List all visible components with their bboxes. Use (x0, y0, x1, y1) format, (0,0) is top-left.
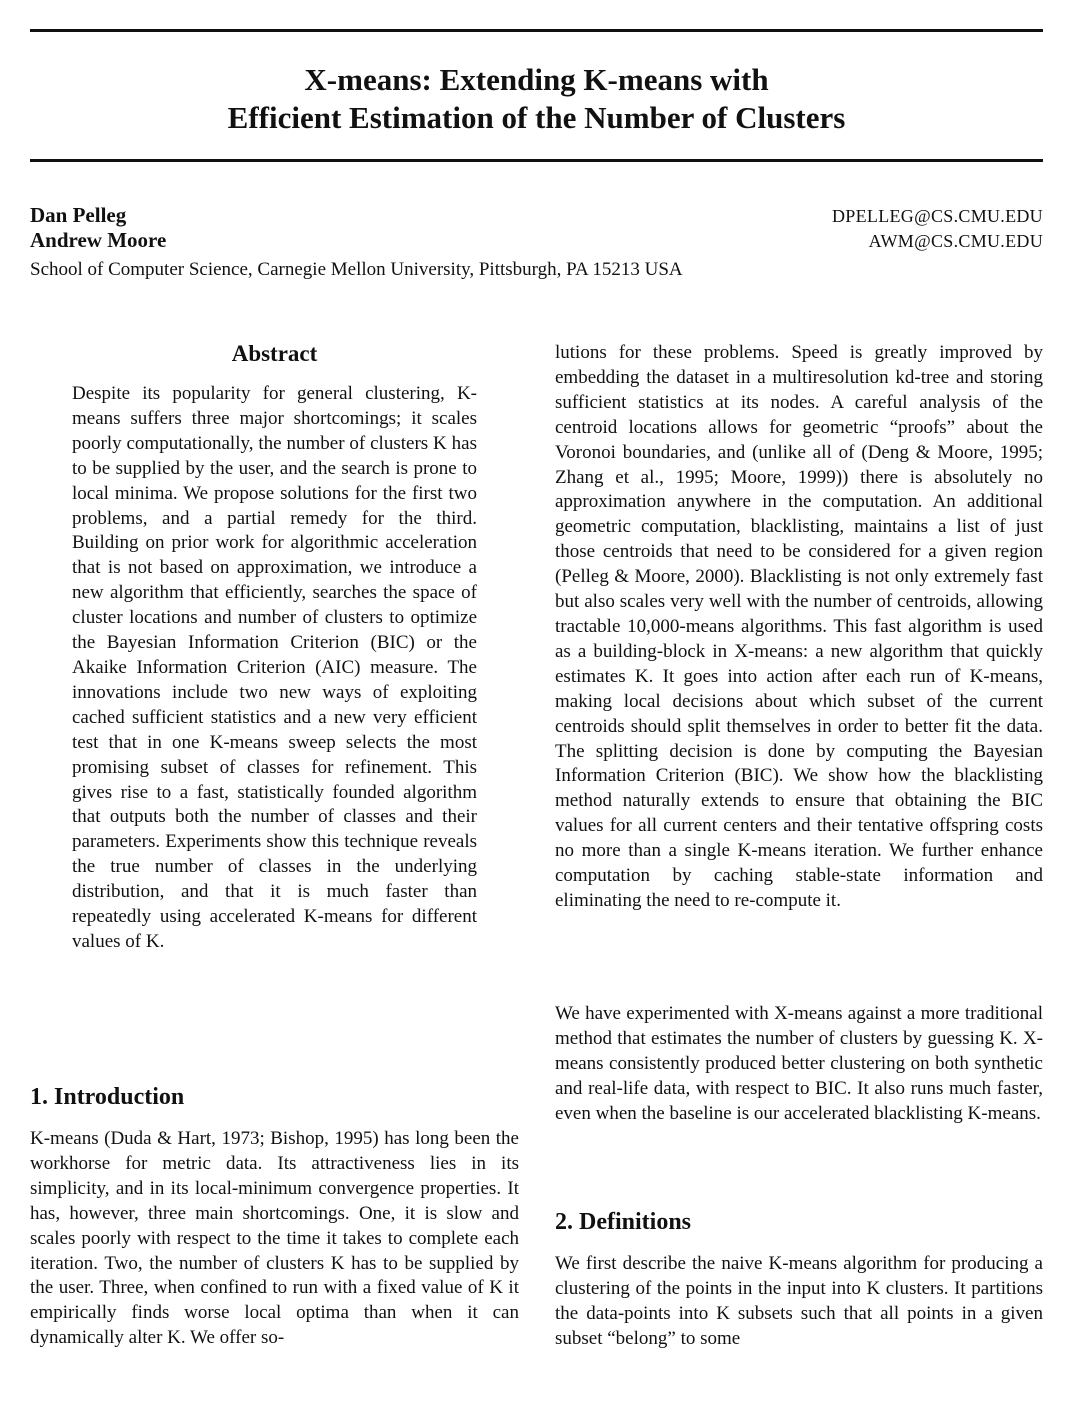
abstract-heading: Abstract (231, 341, 318, 366)
section-heading-introduction: 1. Introduction (30, 1084, 185, 1110)
title-bottom-rule (30, 159, 1043, 162)
definitions-paragraph: We first describe the naive K-means algorithm for producing a clustering of the points in the input into K clusters. It partitions the data-points into K subsets such that all points in a given subset “belong” to some (555, 1253, 1043, 1349)
author-email: DPELLEG@CS.CMU.EDU (832, 206, 1043, 226)
paper-title-line-2: Efficient Estimation of the Number of Clusters (227, 100, 846, 135)
author-email: AWM@CS.CMU.EDU (868, 231, 1043, 251)
author-name: Dan Pelleg (30, 203, 127, 227)
affiliation: School of Computer Science, Carnegie Mellon University, Pittsburgh, PA 15213 USA (30, 259, 683, 280)
top-rule (30, 29, 1043, 32)
intro-paragraph-continued: lutions for these problems. Speed is greatly improved by embedding the dataset in a multiresolution kd-tree and storing sufficient statistics at its nodes. A careful analysis of the centroid locations allows for geometric “proofs” about the Voronoi boundaries, and (unlike all of (Deng & Moore, 1995; Zhang et al., 1995; Moore, 1999)) there is absolutely no approximation anywhere in the computation. An additional geometric computation, blacklisting, maintains a list of just those centroids that need to be considered for a given region (Pelleg & Moore, 2000). Blacklisting is not only extremely fast but also scales very well with the number of centroids, allowing tractable 10,000-means algorithms. This fast algorithm is used as a building-block in X-means: a new algorithm that quickly estimates K. It goes into action after each run of K-means, making local decisions about which subset of the current centroids should split themselves in order to better fit the data. The splitting decision is done by computing the Bayesian Information Criterion (BIC). We show how the blacklisting method naturally extends to ensure that obtaining the BIC values for all current centers and their tentative offspring costs no more than a single K-means iteration. We further enhance computation by caching stable-state information and eliminating the need to re-compute it. (555, 342, 1043, 911)
author-name: Andrew Moore (30, 228, 167, 252)
intro-paragraph: We have experimented with X-means against a more traditional method that estimates the number of clusters by guessing K. X-means consistently produced better clustering on both synthetic and real-life data, with respect to BIC. It also runs much faster, even when the baseline is our accelerated blacklisting K-means. (555, 1003, 1043, 1124)
paper-title-line-1: X-means: Extending K-means with (304, 62, 769, 97)
abstract-text: Despite its popularity for general clustering, K-means suffers three major shortcomings; it scales poorly computationally, the number of clusters K has to be supplied by the user, and the search is prone to local minima. We propose solutions for the first two problems, and a partial remedy for the third. Building on prior work for algorithmic acceleration that is not based on approximation, we introduce a new algorithm that efficiently, searches the space of cluster locations and number of clusters to optimize the Bayesian Information Criterion (BIC) or the Akaike Information Criterion (AIC) measure. The innovations include two new ways of exploiting cached sufficient statistics and a new very efficient test that in one K-means sweep selects the most promising subset of classes for refinement. This gives rise to a fast, statistically founded algorithm that outputs both the number of classes and their parameters. Experiments show this technique reveals the true number of classes in the underlying distribution, and that it is much faster than repeatedly using accelerated K-means for different values of K. (72, 383, 477, 952)
section-heading-definitions: 2. Definitions (555, 1209, 692, 1235)
intro-paragraph: K-means (Duda & Hart, 1973; Bishop, 1995) has long been the workhorse for metric data. Its attractiveness lies in its simplicity, and in its local-minimum convergence properties. It has, however, three main shortcomings. One, it is slow and scales poorly with respect to the time it takes to complete each iteration. Two, the number of clusters K has to be supplied by the user. Three, when confined to run with a fixed value of K it empirically finds worse local optima than when it can dynamically alter K. We offer so- (30, 1128, 519, 1349)
